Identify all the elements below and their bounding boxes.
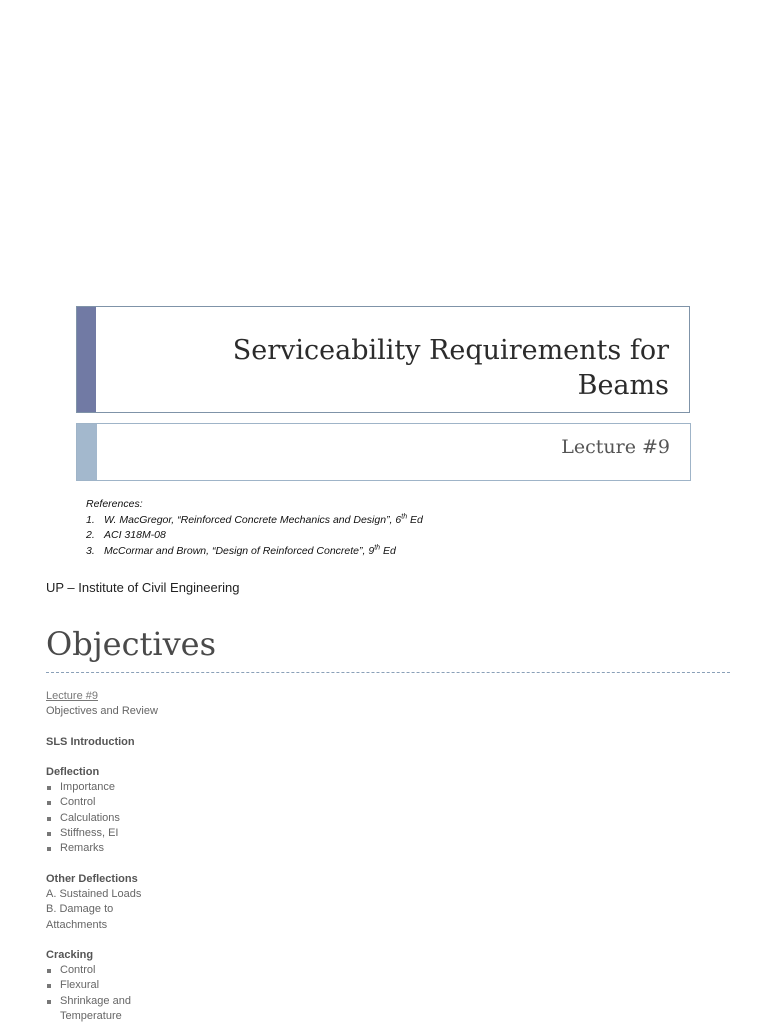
- list-item: Control: [46, 963, 306, 978]
- list-item: Flexural: [46, 978, 306, 993]
- references: [86, 497, 423, 559]
- title-box: [76, 306, 690, 413]
- institution-label: UP – Institute of Civil Engineering: [46, 580, 240, 595]
- sls-heading: SLS Introduction: [46, 735, 135, 748]
- list-item: A. Sustained Loads: [46, 887, 142, 900]
- list-item: Stiffness, EI: [46, 826, 306, 841]
- subtitle-accent-bar: [77, 424, 97, 480]
- reference-item: 3. McCormar and Brown, “Design of Reinforced Concrete”, 9th Ed: [86, 544, 396, 557]
- title-accent-bar: [77, 307, 96, 412]
- other-deflections-heading: Other Deflections: [46, 872, 138, 885]
- reference-item: 2. ACI 318M-08: [86, 529, 166, 541]
- list-item: Importance: [46, 780, 306, 795]
- list-item: Calculations: [46, 811, 306, 826]
- dashed-divider: [46, 672, 730, 673]
- lecture-number: Lecture #9: [561, 436, 670, 458]
- list-item: Control: [46, 795, 306, 810]
- cracking-heading: Cracking: [46, 948, 94, 961]
- reference-item: 1. W. MacGregor, “Reinforced Concrete Mechanics and Design”, 6th Ed: [86, 513, 423, 526]
- list-item: B. Damage to Attachments: [46, 903, 114, 931]
- references-list: [86, 513, 423, 560]
- list-item: Shrinkage and Temperature: [46, 994, 140, 1024]
- lecture-link[interactable]: Lecture #9: [46, 690, 98, 702]
- lecture-title: Serviceability Requirements for Beams: [232, 335, 669, 401]
- references-heading: References:: [86, 498, 143, 510]
- objectives-outline: [46, 689, 306, 1024]
- lecture-sub: Objectives and Review: [46, 705, 158, 718]
- deflection-heading: Deflection: [46, 765, 100, 778]
- objectives-heading: Objectives: [46, 625, 217, 663]
- list-item: Remarks: [46, 841, 306, 856]
- subtitle-box: [76, 423, 691, 481]
